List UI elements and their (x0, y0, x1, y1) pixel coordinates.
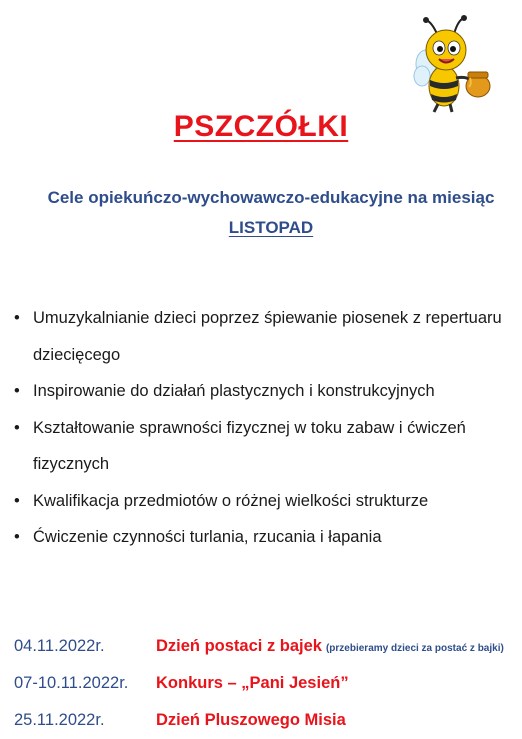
month-heading: LISTOPAD (228, 218, 314, 237)
bullet-icon: • (14, 382, 20, 400)
bullet-icon: • (14, 418, 20, 437)
goal-text: Kształtowanie sprawności fizycznej w toku zabaw i ćwiczeń fizycznych (33, 418, 466, 473)
event-date: 04.11.2022r. (14, 637, 105, 655)
event-name-wrap (156, 628, 504, 667)
event-name: Konkurs – „Pani Jesień” (156, 674, 349, 692)
list-item (14, 483, 514, 520)
events-list (14, 628, 522, 739)
event-date: 07-10.11.2022r. (14, 674, 129, 692)
event-note: (przebieramy dzieci za postać z bajki) (325, 643, 504, 654)
list-item (14, 300, 514, 373)
list-item (14, 373, 514, 410)
page-title: PSZCZÓŁKI (173, 110, 349, 143)
bullet-icon: • (14, 491, 20, 510)
goal-text: Umuzykalnianie dzieci poprzez śpiewanie piosenek z repertuaru dziecięcego (33, 309, 502, 364)
event-name: Dzień postaci z bajek (156, 637, 322, 655)
list-item (14, 410, 514, 483)
goals-list (14, 300, 514, 556)
event-date: 25.11.2022r. (14, 711, 105, 729)
goal-text: Kwalifikacja przedmiotów o różnej wielkości strukturze (33, 491, 429, 510)
goal-text: Ćwiczenie czynności turlania, rzucania i łapania (33, 528, 382, 546)
bee-mascot-icon (412, 14, 492, 114)
bullet-icon: • (14, 309, 20, 327)
event-row (14, 665, 522, 702)
event-row (14, 628, 522, 665)
bullet-icon: • (14, 528, 20, 546)
event-row (14, 702, 522, 739)
page-subtitle: Cele opiekuńczo-wychowawczo-edukacyjne na miesiąc (47, 188, 495, 207)
list-item (14, 519, 514, 556)
event-name: Dzień Pluszowego Misia (156, 711, 346, 729)
goal-text: Inspirowanie do działań plastycznych i konstrukcyjnych (33, 382, 435, 400)
